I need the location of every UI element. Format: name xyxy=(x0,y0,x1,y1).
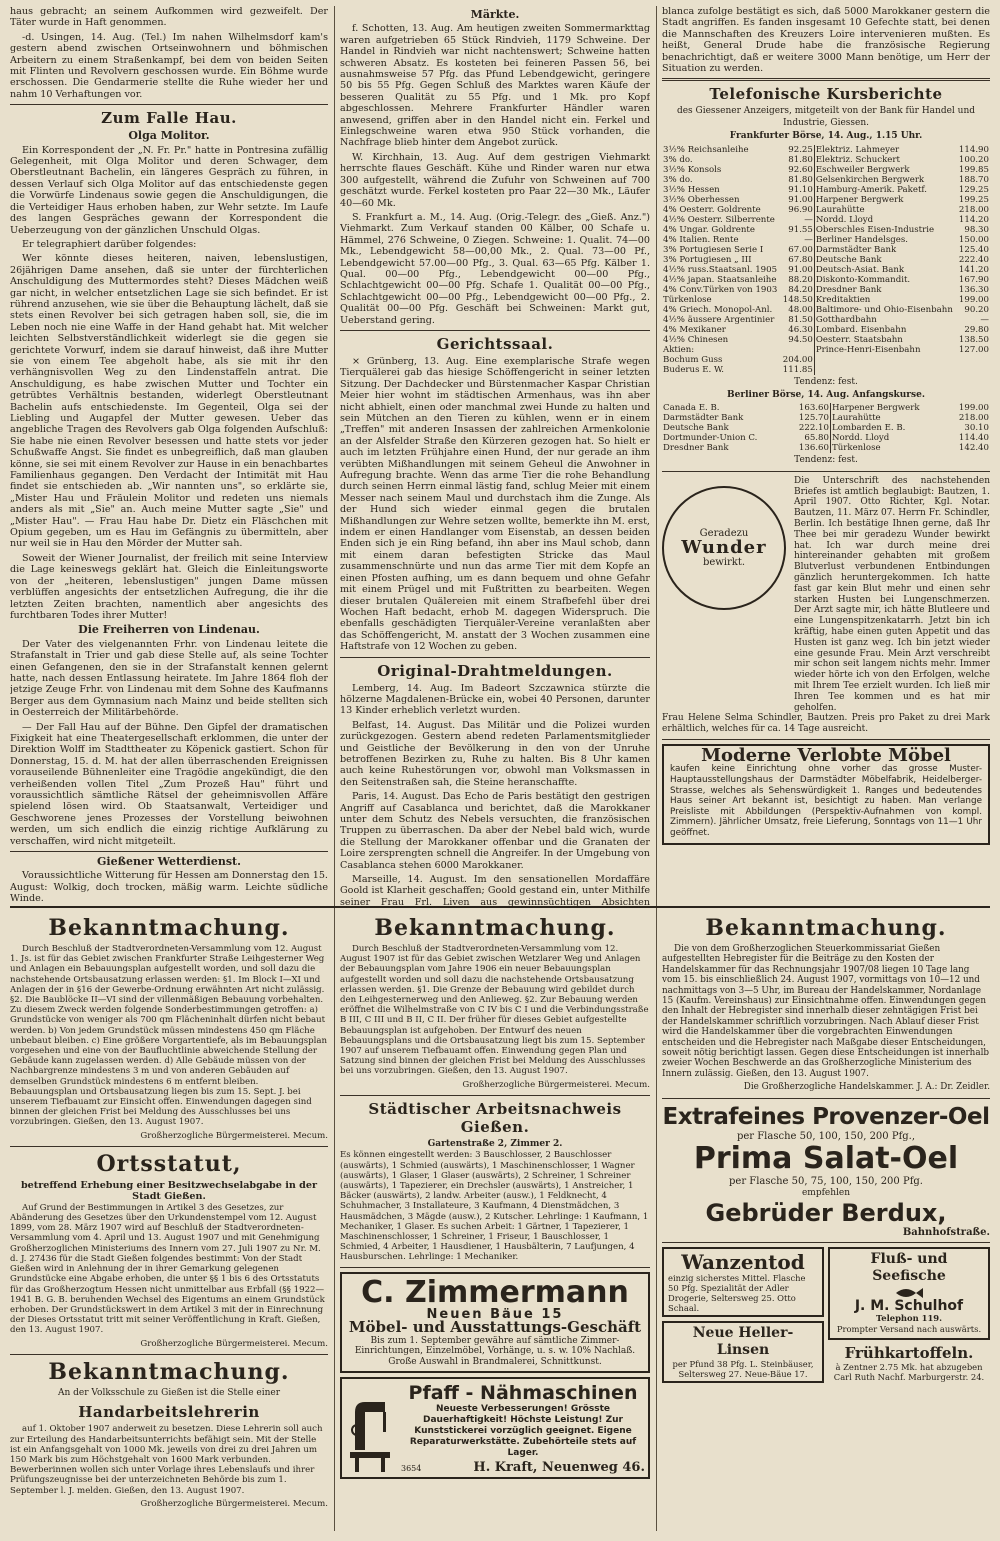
fisch-ad xyxy=(828,1247,990,1339)
testimonial-text: Die Unterschrift des nachstehenden Briefes ist amtlich beglaubigt: Bautzen, 1. April 1907. Otto Richter, Kgl. Notar. Bautzen, 11. März 07. Herrn Fr. Schindler, Berlin. Ich bestätige Ihnen gerne, daß Ihr Thee bei mir geradezu Wunder bewirkt hat. Ich war durch meine drei hintereinander gehabten mit großem Blutverlust verbundenen Entbindungen gänzlich heruntergekommen. Ich hatte fast gar kein Blut mehr und einen sehr starken Husten bei Lungenschmerzen. Der Arzt sagte mir, ich hätte Blutleere und eine Lungenspitzenkatarrh. Jetzt bin ich kräftig, habe einen guten Appetit und das Husten ist ganz weg. Ich bin jetzt wieder eine gesunde Frau. Mein Arzt verschreibt mir schon seit langem nichts mehr. Immer wieder hörte ich von den Erfolgen, welche mit Ihrem Tee erzielt wurden. Ich ließ mir Ihren Tee kommen und es hat mir geholfen. xyxy=(794,475,990,713)
kartoffel-text: à Zentner 2.75 Mk. hat abzugeben Carl Ruth Nachf. Marburgerstr. 24. xyxy=(833,1361,985,1382)
stock-name: 4½% Chinesen xyxy=(663,334,729,345)
belfast-article: Belfast, 14. August. Das Militär und die Polizei wurden zurückgezogen. Gestern abend redeten Parlamentsmitglieder und Geistliche der Bevölkerung in den von der Unruhe betroffenen Bezirken zu, Ruhe zu halten. Bis 8 Uhr kamen auch keine Ruhestörungen vor, obwohl man Volksmassen in den Seitenstraßen sah, die Steine heranschaffte. xyxy=(340,719,650,788)
wanzen-title: Wanzentod xyxy=(681,1250,805,1275)
stock-value: 142.40 xyxy=(958,443,989,454)
stock-value: 148.50 xyxy=(782,294,813,305)
divider-2 xyxy=(656,6,657,1531)
stock-value: 46.30 xyxy=(788,324,813,335)
stock-name: 4% Conv.Türken von 1903 xyxy=(663,284,778,295)
stock-name: Canada E. B. xyxy=(663,403,720,414)
stock-value xyxy=(957,365,990,375)
pfaff-num: 3654 xyxy=(401,1463,422,1473)
freiherren-heading: Die Freiherren von Lindenau. xyxy=(78,623,260,637)
stock-name: Buderus E. W. xyxy=(663,364,725,375)
stock-name: Hamburg-Amerik. Paketf. xyxy=(814,185,957,195)
stock-row xyxy=(662,403,990,413)
stock-value: — xyxy=(804,214,813,225)
wetter-title: Gießener Wetterdienst. xyxy=(97,855,241,869)
stock-row xyxy=(662,295,990,305)
fall-hau-p3: Wer könnte dieses heiteren, naiven, lebenslustigen, 26jährigen Dame ansehen, daß sie unter der fürchterlichen Anschuldigung des Muttermordes steht? Dieses Mädchen weiß gar nicht, in welcher entsetzlichen Lage sie sich befindet. Er ist rührend anzusehen, wie sie über die Behauptung lächelt, daß sie stets einen Revolver bei sich getragen haben soll, sie, die im Leben noch nie eine Waffe in der Hand gehabt hat. Mit welcher leichten Selbstverständlichkeit widerlegt sie die gegen sie gerichtete Vorwurf, indem sie darauf hinweist, daß ihre Mutter sie von einem Tee abgeholt habe, als sie mit ihr den verhängnisvollen Weg zu den Lindenstaffeln antrat. Die Anschuldigung, es habe zwischen Mutter und Tochter ein getrübtes Verhältnis bestanden, widerlegt Oberstleutnant Bachelin aufs entschiedenste. Im Gegenteil, Olga sei der Liebling und Augapfel der Mutter gewesen. Ueber das angebliche Tragen des Revolvers gab Olga folgenden Aufschluß: Sie habe nie einen Revolver besessen und hatte stets vor jeder Schußwaffe Angst. Sie findet es unbegreiflich, daß man glauben könne, sie sei mit einem Revolver zur Hause in ein benachbartes Familienhaus gegangen. Den Verdacht der Intimität mit Hau findet sie entschieden ab. „Wir nannten uns", so erklärte sie, „Mister Hau und Fräulein Molitor und redeten uns niemals anders als mit „Sie" an. Auch meine Mutter sagte „Sie" und „Mister Hau". — Frau Hau habe Dr. Dietz ein Fläschchen mit Opium gegeben, um es Hau im Gefängnis zu übermitteln, aber nur weil sie in Hau den Mörder der Mutter sah. xyxy=(10,253,328,550)
stock-value: 88.20 xyxy=(788,274,813,285)
stock-value: 84.20 xyxy=(788,284,813,295)
stock-name: Oberschles Eisen-Industrie xyxy=(814,225,957,235)
stock-value: 92.60 xyxy=(788,164,813,175)
wunder-ad xyxy=(662,476,990,714)
ortsstatut-sign: Großherzogliche Bürgermeisterei. Mecum. xyxy=(140,1338,328,1349)
stock-name: 4½% russ.Staatsanl. 1905 xyxy=(663,264,778,275)
stock-name: Kreditaktien xyxy=(814,295,957,305)
fall-hau-subtitle: Olga Molitor. xyxy=(128,129,210,143)
pfaff-text: Neueste Verbesserungen! Grösste Dauerhaftigkeit! Höchste Leistung! Zur Kunststickerei vorzüglich geeignet. Eigene Reparaturwerkstätte. Zubehörteile stets auf Lager. xyxy=(409,1403,637,1458)
marseille-article: Marseille, 14. August. Im den sensationellen Mordaffäre Goold ist Klarheit geschaffen; Goold gestand ein, unter Mithilfe seiner Frau Frl. Liven aus gewinnsüchtigen Absichten xyxy=(340,874,650,906)
stock-value: 199.25 xyxy=(958,194,989,205)
berdux-addr: Bahnhofstraße. xyxy=(902,1226,990,1238)
stock-name: 3% Portugiesen Serie I xyxy=(663,244,764,255)
stock-row xyxy=(662,245,990,255)
stock-name: 3½% Konsols xyxy=(663,164,722,175)
oel2-price: per Flasche 50, 75, 100, 150, 200 Pfg. xyxy=(729,1176,923,1188)
stock-value: 141.20 xyxy=(958,264,989,275)
stock-name: Lombarden E. B. xyxy=(830,423,948,433)
stock-value xyxy=(781,345,814,355)
bottom-middle-ads xyxy=(340,912,650,1531)
bek1-title: Bekanntmachung. xyxy=(48,915,290,941)
bek4-title: Bekanntmachung. xyxy=(705,915,947,941)
stock-row xyxy=(662,165,990,175)
lemberg-article: Lemberg, 14. Aug. Im Badeort Szczawnica stürzte die hölzerne Magdalenen-Brücke ein, wobei 40 Personen, darunter 13 Kinder erheblich verletzt wurden. xyxy=(340,682,650,717)
wetter-text: Voraussichtliche Witterung für Hessen am Donnerstag den 15. August: Wolkig, doch trocken, mäßig warm. Leichte südliche Winde. xyxy=(10,870,328,905)
casablanca-cont: blanca zufolge bestätigt es sich, daß 5000 Marokkaner gestern die Stadt angriffen. Es fanden insgesamt 10 Gefechte statt, bei denen die Mannschaften des Kreuzers Loire intervenieren mußten. Es heißt, General Drude habe die französische Regierung benachrichtigt, daß er weitere 3000 Mann benötige, um Herr der Situation zu werden. xyxy=(662,6,990,75)
bek4-sign: Die Großherzogliche Handelskammer. J. A.: Dr. Zeidler. xyxy=(743,1082,990,1093)
zimmermann-type: Möbel- und Ausstattungs-Geschäft xyxy=(348,1318,642,1337)
fall-hau-p4: Soweit der Wiener Journalist, der freilich mit seine Interview die Lage keineswegs geklärt hat. Gleich die Einleitungsworte von der „heiteren, lebenslustigen" jungen Dame müssen verblüffen angesichts der entsetzlichen Aufregung, die ihr die letzten Zeiten brachten, namentlich aber angesichts des furchtbaren Todes ihrer Mutter! xyxy=(10,552,328,621)
stock-name: Darmstädter Bank xyxy=(663,413,744,424)
stock-name: Harpener Bergwerk xyxy=(814,195,957,205)
stock-name: 4½% äussere Argentinier xyxy=(663,314,775,325)
bek4-text: Die von dem Großherzoglichen Steuerkommissariat Gießen aufgestellten Hebregister für die Beiträge zu den Kosten der Handelskammer für das Rechnungsjahr 1907/08 liegen 10 Tage lang vom 15. bis einschließlich 24. August 1907, vormittags von 10—12 und nachmittags von 3—5 Uhr, im Bureau der Handelskammer, Nordanlage 15 (Kaufm. Vereinshaus) zur Einsichtnahme offen. Einwendungen gegen den Inhalt der Hebregister sind innerhalb dieser zehntägigen Frist bei der Handelskammer schriftlich vorzubringen. Nach Ablauf dieser Frist wird die Handelskammer über die vorgebrachten Einwendungen entscheiden und die Hebregister nach Maßgabe dieser Entscheidungen, soweit nötig berichtigt lassen. Gegen diese Entscheidungen ist innerhalb zweier Wochen Beschwerde an das Großherzogliche Ministerium des Innern zulässig. Gießen, den 13. August 1907. xyxy=(662,944,990,1079)
stock-name: Laurahütte xyxy=(830,413,948,423)
column-3 xyxy=(662,6,990,906)
bek2-sign: Großherzogliche Bürgermeisterei. Mecum. xyxy=(140,1498,328,1509)
kurs-subtitle: des Giessener Anzeigers, mitgeteilt von der Bank für Handel und Industrie, Giessen. xyxy=(676,106,976,128)
buehne-article: — Der Fall Hau auf der Bühne. Den Gipfel der dramatischen Fixigkeit hat eine Theatergesellschaft erklommen, die unter der Direktion Wolff im Stadttheater zu Köpenick gastiert. Schon für Donnerstag, 15. d. M. hat der allen überraschenden Ereignissen vorauseilende Bühnenleiter eine Tragödie angekündigt, die den verheißenden vollen Titel „Zum Prozeß Hau" führt und voraussichtlich sämtliche Rätsel der geheimnisvollen Affäre spielend lösen wird. Ob Staatsanwalt, Verteidiger und Geschworene jenes Prozesses der Vorstellung beiwohnen werden, um sich endlich die einzig richtige Aufklärung zu verschaffen, wird nicht mitgeteilt. xyxy=(10,721,328,847)
stock-row xyxy=(662,235,990,245)
gericht-article: × Grünberg, 13. Aug. Eine exemplarische Strafe wegen Tierquälerei gab das hiesige Schöffengericht in seiner letzten Sitzung. Der Dachdecker und Bürstenmacher Kaspar Christian Meier hier wohnt im städtischen Armenhaus, was ihn aber nicht abhielt, einen oder manchmal zwei Hunde zu halten und sein Mütchen an den Tieren zu kühlen, wenn er in einem „Treffen" mit anderen Insassen der zahlreichen Armenkolonie an der Alsfelder Straße den Kürzeren gezogen hat. So hielt er auch im letzten Frühjahre einen Hund, der nur gerade an ihm verübten Mißhandlungen mit seinem Geheul die Anwohner in Aufregung brachte. Wenn das arme Tier die rohe Behandlung durch seinen Herrn einmal lästig fand, schlug Meier mit einem Messer nach seinem Maul und durchstach ihm die Zunge. Als der Hund sich wieder einmal gegen die brutalen Mißhandlungen zur Wehre setzen wollte, bemerkte ihn M. erst, indem er einen Handlanger vom Eisenstab, an dessen beiden Enden sich je ein Ring befand, ihn aber ins Maul schob, dann mit einem daran befestigten Stricke das Maul zusammenschnürte und nun das arme Tier mit dem Kopfe an einen Pfosten aufhing, um es dann bequem und ohne Gefahr mit einem Prügel und mit Fußtritten zu bearbeiten. Wegen dieser brutalen Quälereien mit einem Strafbefehl über drei Wochen Haft bedacht, erhob M. dagegen Widerspruch. Die ebenfalls geschädigten Tierquäler-Vereine veranlaßten aber das Schöffengericht, M. anstatt der 3 Wochen zusammen eine Haftstrafe von 12 Wochen zu geben. xyxy=(340,355,650,653)
stock-value: 100.20 xyxy=(958,154,989,165)
stock-row xyxy=(662,225,990,235)
bek3-sign: Großherzogliche Bürgermeisterei. Mecum. xyxy=(462,1079,650,1090)
stock-value: 129.25 xyxy=(958,184,989,195)
ortsstatut-title: Ortsstatut, xyxy=(96,1151,242,1178)
stock-name: 4% Ungar. Goldrente xyxy=(663,224,755,235)
stock-value: 204.00 xyxy=(782,354,813,365)
wunder-main: Wunder xyxy=(681,537,767,559)
stock-name: Aktien: xyxy=(663,344,695,355)
stock-value: 98.30 xyxy=(964,224,989,235)
stock-name: Nordd. Lloyd xyxy=(814,215,957,225)
stock-name: Gelsenkirchen Bergwerk xyxy=(814,175,957,185)
stock-name xyxy=(814,365,957,375)
stock-value: 92.25 xyxy=(788,144,813,155)
stock-name: Türkenlose xyxy=(830,443,948,453)
paris-article: Paris, 14. August. Das Echo de Paris bestätigt den gestrigen Angriff auf Casablanca und berichtet, daß die Marokkaner unter dem Schutz des Nebels versuchten, die französischen Truppen zu überraschen. Da aber der Nebel bald wich, wurde die Stellung der Marokkaner offenbar und die Granaten der Loire zersprengten schnell die Angreifer. In der Umgebung von Casablanca stehen 6000 Marokkaner. xyxy=(340,791,650,871)
stock-name: Bochum Guss xyxy=(663,354,723,365)
stock-value: 127.00 xyxy=(958,344,989,355)
stock-value: 136.30 xyxy=(958,284,989,295)
gericht-title: Gerichtssaal. xyxy=(436,334,554,353)
pfaff-ad xyxy=(340,1377,650,1479)
arbeit-text: Es können eingestellt werden: 3 Bauschlosser, 2 Bauschlosser (auswärts), 1 Schmied (auswärts), 1 Maschinenschlosser, 1 Wagner (auswärts), 1 Glaser, 1 Glaser (auswärts), 2 Schreiner, 1 Schreiner (auswärts), 1 Tapezierer, ein Drechsler (auswärts), 1 Anstreicher, 1 Bäcker (auswärts), 2 landw. Arbeiter (ausw.), 1 Feldknecht, 4 Schuhmacher, 3 Installateure, 3 Kaufmann, 4 Dienstmädchen, 3 Hausmädchen, 3 Mägde (ausw.), 2 Kutscher. Lehrlinge: 1 Kaufmann, 1 Mechaniker, 1 Glaser. Es suchen Arbeit: 1 Gärtner, 1 Tapezierer, 1 Maschinenschlosser, 1 Schreiner, 1 Friseur, 1 Bauschlosser, 1 Schmied, 4 Arbeiter, 1 Hausdiener, 1 Hausbälterin, 7 Laufjungen, 4 Hausburschen. Lehrlinge: 1 Mechaniker. xyxy=(340,1150,649,1263)
pfaff-title: Pfaff - Nähmaschinen xyxy=(408,1381,638,1404)
stock-value: 91.10 xyxy=(788,184,813,195)
stock-name: Deutsche Bank xyxy=(663,423,729,434)
stock-name: Deutsche Bank xyxy=(814,255,957,265)
schulhof-tel: Telephon 119. xyxy=(875,1312,943,1323)
freiherren-text: Der Vater des vielgenannten Frhr. von Lindenau leitete die Strafanstalt in Trier und gab diese Stelle auf, als seine Tochter einen Gefangenen, den sie in der Strafanstalt kennen gelernt hatte, nach dessen Entlassung heiratete. Im Jahre 1864 floh der jetzige Zeuge Frhr. von Lindenau mit dem Sohne des Kaufmanns Berger aus dem Gymnasium nach Mainz und beide stellten sich in Oesterreich der Militärbehörde. xyxy=(10,638,328,719)
berlin-heading: Berliner Börse, 14. Aug. Anfangskurse. xyxy=(727,390,925,401)
verlobte-title: Moderne Verlobte Möbel xyxy=(701,745,951,766)
ffm-heading: Frankfurter Börse, 14. Aug., 1.15 Uhr. xyxy=(729,131,923,142)
frankfurt-article: S. Frankfurt a. M., 14. Aug. (Orig.-Telegr. des „Gieß. Anz.") Viehmarkt. Zum Verkauf standen 00 Kälber, 00 Schafe u. Hämmel, 276 Schweine, 0 Ziegen. Schweine: 1. Qualit. 74—00 Mk., Lebendgewicht 58—00,00 Mk., 2. Qual. 73—00 Pf., Lebendgewicht 57.00—00 Pfg., 3. Qual. 63—65 Pfg. Kälber 1. Qual. 00—00 Pfg., Lebendgewicht 00—00 Pfg., Schlachtgewicht 00—00 Pfg. Schafe 1. Qualität 00—00 Pfg., Schlachtgewicht 00—00 Pfg., Lebendgewicht 00—00 Pfg., 2. Qualität 00—00 Pfg. Geschäft bei Schweinen: Markt gut, Ueberstand gering. xyxy=(340,211,650,326)
bek2-title: Bekanntmachung. xyxy=(48,1358,290,1385)
stock-row xyxy=(662,215,990,225)
stock-name: Elektriz. Schuckert xyxy=(814,155,957,165)
stock-name: Laurahütte xyxy=(814,205,957,215)
stock-value: 114.90 xyxy=(958,144,989,155)
stock-name: Deutsch-Asiat. Bank xyxy=(814,265,957,275)
stock-row xyxy=(662,305,990,315)
schotten-article: f. Schotten, 13. Aug. Am heutigen zweiten Sommermarkttag waren aufgetrieben 65 Stück Rindvieh, 1179 Schweine. Der Handel in Rindvieh war nicht nachtenswert; Schweine hatten schweren Absatz. Es kosteten bei feineren Passen 56, bei ausnahmsweise 57 Pfg. das Pfund Lebendgewicht, geringere 50 bis 55 Pfg. Gegen Schluß des Marktes waren Käufe der besseren Qualität zu 55 Pfg. und 1 Mk. pro Kopf abgeschlossen. Mehrere Frankfurter Händler waren anwesend, griffen aber in den Handel nicht ein. Ferkel und Einlegschweine waren etwa 950 Stück vorhanden, die Nachfrage blieb hinter dem Angebot zurück. xyxy=(340,23,650,149)
stock-row xyxy=(662,175,990,185)
verlobte-text: kaufen keine Einrichtung ohne vorher das grosse Muster-Hauptausstellungshaus der Darmstädter Möbelfabrik, Heidelberger-Strasse, welches als Sehenswürdigkeit 1. Ranges und bedeutendes Haus seiner Art bekannt ist, besichtigt zu haben. Man verlange Preisliste mit Abbildungen (Perspektiv-Aufnahmen von kompl. Zimmern). Jährlicher Umsatz, freie Lieferung, Sonntags von 11—1 Uhr geöffnet. xyxy=(670,764,982,838)
stock-value: 114.40 xyxy=(958,433,989,444)
stock-name: 4% Mexikaner xyxy=(663,324,726,335)
stock-value: 125.40 xyxy=(958,244,989,255)
stock-row xyxy=(662,315,990,325)
stock-row xyxy=(662,423,990,433)
stock-name: Diskonto-Kommandit. xyxy=(814,275,957,285)
ortsstatut-text: Auf Grund der Bestimmungen in Artikel 3 des Gesetzes, zur Abänderung des Gesetzes über den Urkundenstempel vom 12. August 1899, vom 28. März 1907 wird auf Beschluß der Stadtverordneten-Versammlung vom 4. April und 13. August 1907 und mit Genehmigung Großherzoglichen Ministeriums des Innern vom 27. Juli 1907 zu Nr. M. d. J. 27436 für die Stadt Gießen folgendes bestimmt: Von der Stadt Gießen wird in Anlehnung der in ihrer Gemarkung gelegenen Grundstücke eine Abgabe erhoben, die unter §§ 1 bis 6 des Ortsstatuts für das Großherzogtum Hessen nicht unmittelbar aus Erbfall (§§ 1922—1941 B. G. B. beruhenden Wechsel des Eigentums an einem Grundstück erhoben. Der Grundstückswert in dem Artikel 3 mit der in Einrechnung der Dieses Ortsstatut tritt mit seiner Veröffentlichung in Kraft. Gießen, den 13. August 1907. xyxy=(10,1202,325,1336)
stock-row xyxy=(662,275,990,285)
stock-row xyxy=(662,205,990,215)
fall-hau-p2: Er telegraphiert darüber folgendes: xyxy=(22,238,197,250)
stock-name: 4½% japan. Staatsanleihe xyxy=(663,274,777,285)
bek3-text: Durch Beschluß der Stadtverordneten-Versammlung vom 12. August 1907 ist für das Gebiet zwischen Wetzlarer Weg und Anlagen der Bebauungsplan vom Jahre 1906 ein neuer Bebauungsplan aufgestellt worden und soll dazu die nachstehende Ortsbausatzung erlassen werden. §1. Die Grenze der Bebauung wird gebildet durch den Leihgesternerweg und den Anlieweg. §2. Zur Bebauung werden eröffnet die Wilhelmstraße von C IV bis C I und die Verbindungsstraße B III, C III und B II, C II. Der früher für dieses Gebiet aufgestellte Bebauungsplan ist aufgehoben. Der Entwurf des neuen Bebauungsplans und die Ortsbausatzung liegt bis zum 15. September 1907 auf unserem Tiefbauamt offen. Einwendung gegen Plan und Satzung sind binnen der gleichen Frist bei Meldung des Ausschlusses bei uns vorzubringen. Gießen, den 13. August 1907. xyxy=(340,944,649,1077)
stock-value: 48.00 xyxy=(788,304,813,315)
ffm-stock-table xyxy=(662,145,990,375)
stock-value: 218.00 xyxy=(958,204,989,215)
wunder-circle xyxy=(662,486,786,610)
stock-row xyxy=(662,155,990,165)
stock-name: 3% do. xyxy=(663,174,693,185)
stock-name: Oesterr. Staatsbahn xyxy=(814,335,957,345)
stock-name: 3½% Hessen xyxy=(663,184,720,195)
stock-name: Darmstädter Bank xyxy=(814,245,957,255)
wunder-top: Geradezu xyxy=(699,527,749,539)
tendenz-1: Tendenz: fest. xyxy=(794,376,858,387)
stock-row xyxy=(662,345,990,355)
stock-value: 30.10 xyxy=(964,423,989,434)
stock-value: 94.50 xyxy=(788,334,813,345)
zimmermann-ad xyxy=(340,1272,650,1373)
kartoffel-title: Frühkartoffeln. xyxy=(844,1343,974,1362)
stock-name: Lombard. Eisenbahn xyxy=(814,325,957,335)
stock-name: Nordd. Lloyd xyxy=(830,433,948,443)
divider-1 xyxy=(334,6,335,1531)
stock-value: 150.00 xyxy=(958,234,989,245)
stock-name: 4% Oesterr. Goldrente xyxy=(663,204,761,215)
stock-value xyxy=(957,355,990,365)
stock-row xyxy=(662,195,990,205)
stock-value: 188.70 xyxy=(958,174,989,185)
oel2-title: Prima Salat-Oel xyxy=(693,1141,959,1177)
stock-value: 67.80 xyxy=(788,254,813,265)
usingen-article: -d. Usingen, 14. Aug. (Tel.) Im nahen Wilhelmsdorf kam's gestern abend zwischen Ortseinwohnern und böhmischen Arbeitern zu einem Straßenkampf, bei dem von beiden Seiten mit Flinten und Revolvern geschossen wurde. Ein Böhme wurde erschossen. Die Gendarmerie stellte die Ruhe wieder her und nahm 10 Verhaftungen vor. xyxy=(10,31,328,100)
drahtmeld-title: Original-Drahtmeldungen. xyxy=(377,661,613,680)
stock-value: 67.00 xyxy=(788,244,813,255)
oel-empf: empfehlen xyxy=(801,1187,851,1198)
stock-value: 91.00 xyxy=(788,194,813,205)
stock-name: 3% Portugiesen „ III xyxy=(663,254,752,265)
arbeitsnachweis-title: Städtischer Arbeitsnachweis Gießen. xyxy=(368,1100,622,1137)
bek2-text2: auf 1. Oktober 1907 anderweit zu besetzen. Diese Lehrerin soll auch zur Erteilung des Handarbeitsunterrichts befähigt sein. Mit der Stelle ist ein Anfangsgehalt von 1000 Mk. jeweils von drei zu drei Jahren um 150 Mark bis zum Höchstgehalt von 1600 Mark verbunden. Bewerberinnen wollen sich unter Vorlage ihres Lebenslaufs und ihrer Prüfungszeugnisse bei der unterzeichneten Behörde bis zum 1. September l. J. melden. Gießen, den 13. August 1907. xyxy=(10,1424,323,1496)
zimmermann-name: C. Zimmermann xyxy=(361,1274,629,1310)
bottom-divider xyxy=(10,906,990,908)
stock-name: Eschweiler Bergwerk xyxy=(814,165,957,175)
stock-name xyxy=(814,355,957,365)
stock-row xyxy=(662,185,990,195)
schulhof-name: J. M. Schulhof xyxy=(854,1298,964,1315)
stock-row xyxy=(662,325,990,335)
stock-name: Gotthardbahn xyxy=(814,315,957,325)
stock-value: 96.90 xyxy=(788,204,813,215)
stock-row xyxy=(662,355,990,365)
stock-value: 138.50 xyxy=(958,334,989,345)
heller-ad xyxy=(662,1321,824,1383)
stock-name: Dortmunder-Union C. xyxy=(663,433,758,444)
stock-value: 81.80 xyxy=(788,174,813,185)
zimmermann-text: Bis zum 1. September gewähre auf sämtliche Zimmer-Einrichtungen, Einzelmöbel, Vorhänge, u. s. w. 10% Nachlaß. Große Auswahl in Brandmalerei, Schnittkunst. xyxy=(354,1335,636,1368)
stock-row xyxy=(662,145,990,155)
stock-value: 91.00 xyxy=(788,264,813,275)
kurs-title: Telefonische Kursberichte xyxy=(709,85,943,104)
stock-value: 199.00 xyxy=(958,294,989,305)
stock-row xyxy=(662,433,990,443)
column-2 xyxy=(340,6,650,906)
heller-text: per Pfund 38 Pfg. L. Steinbäuser, Seltersweg 27. Neue-Bäue 17. xyxy=(672,1359,814,1380)
stock-name: 4% Griech. Monopol-Anl. xyxy=(663,304,773,315)
maerkte-title: Märkte. xyxy=(470,8,520,21)
arbeitsnachweis-addr: Gartenstraße 2, Zimmer 2. xyxy=(427,1139,563,1150)
schulhof-tag: Prompter Versand nach auswärts. xyxy=(836,1324,982,1335)
stock-value: 111.85 xyxy=(782,364,813,375)
bottom-right-ads xyxy=(662,912,990,1531)
stock-name: Berliner Handelsges. xyxy=(814,235,957,245)
intro-text: haus gebracht; an seinem Aufkommen wird gezweifelt. Der Täter wurde in Haft genommen. xyxy=(10,6,328,29)
wanzen-ad xyxy=(662,1247,824,1317)
stock-value: 81.50 xyxy=(788,314,813,325)
stock-name: Elektriz. Lahmeyer xyxy=(814,145,957,155)
stock-value: 222.10 xyxy=(798,423,829,434)
tendenz-2: Tendenz: fest. xyxy=(794,455,858,466)
stock-value: 167.90 xyxy=(958,274,989,285)
stock-value: 114.20 xyxy=(958,214,989,225)
stock-row xyxy=(662,335,990,345)
stock-value: 90.20 xyxy=(964,304,989,315)
stock-name: Dresdner Bank xyxy=(663,443,729,454)
stock-value: 222.40 xyxy=(958,254,989,265)
stock-value: — xyxy=(980,314,989,325)
oel1-title: Extrafeines Provenzer-Oel xyxy=(662,1103,990,1130)
stock-name: Harpener Bergwerk xyxy=(830,403,948,413)
stock-name: 3½% Oberhessen xyxy=(663,194,740,205)
stock-name: Dresdner Bank xyxy=(814,285,957,295)
column-1 xyxy=(10,6,328,906)
bek1-sign: Großherzogliche Bürgermeisterei. Mecum. xyxy=(140,1130,328,1141)
stock-name: 4½% Oesterr. Silberrente xyxy=(663,214,775,225)
stock-name: Prince-Henri-Eisenbahn xyxy=(814,345,957,355)
stock-row xyxy=(662,285,990,295)
bek3-title: Bekanntmachung. xyxy=(374,915,616,941)
fall-hau-p1: Ein Korrespondent der „N. Fr. Pr." hatte in Pontresina zufällig Gelegenheit, mit Olga Molitor und deren Schwager, dem Oberstleutnant Bachelin, ein längeres Gespräch zu führen, in dessen Verlauf sich Olga Molitor auf das entschiedenste gegen die Vorwürfe Lindenaus sowie gegen die Anschuldigungen, die die Verteidiger Haus erhoben haben, zur Wehr setzte. Im Laufe des langen Gespräches gewann der Korrespondent die Ueberzeugung von der gänzlichen Unschuld Olgas. xyxy=(10,144,328,236)
fall-hau-title: Zum Falle Hau. xyxy=(101,109,237,128)
stock-name: 3% do. xyxy=(663,154,693,165)
kirchhain-article: W. Kirchhain, 13. Aug. Auf dem gestrigen Viehmarkt herrschte flaues Geschäft. Kühe und Rinder waren nur etwa 300 aufgestellt, während die Zufuhr von Schweinen auf 700 geschätzt wurde. Ferkel kosteten pro Paar 22—30 Mk., Läufer 40—60 Mk. xyxy=(340,151,650,209)
berdux-name: Gebrüder Berdux, xyxy=(705,1198,947,1227)
bottom-left-ads xyxy=(10,912,328,1531)
zimmermann-addr: Neuen Bäue 15 xyxy=(426,1306,564,1322)
fisch-title: Fluß- und Seefische xyxy=(870,1251,948,1285)
stock-name: Baltimore- und Ohio-Eisenbahn xyxy=(814,305,957,315)
stock-value: 125.70 xyxy=(798,413,829,424)
stock-value: 218.00 xyxy=(958,413,989,424)
stock-value: 163.60 xyxy=(798,403,829,414)
stock-value: 81.80 xyxy=(788,154,813,165)
bek1-text: Durch Beschluß der Stadtverordneten-Versammlung vom 12. August 1. Js. ist für das Gebiet zwischen Frankfurter Straße Leihgesterner Weg und Anlagen ein Bebauungsplan aufgestellt worden, und soll dazu die nachstehende Ortsbausatzung erlassen werden: §1. Im Block I—XI und Anlagen der in §16 der Gewerbe-Ordnung erwähnten Art nicht zulässig. §2. Die Baublöcke II—VI sind der villenmäßigen Bebauung vorbehalten. Zu diesem Zweck werden folgende Sonderbestimmungen getroffen: a) Grundstücke von weniger als 700 qm Flächeninhalt dürfen nicht bebaut werden. b) Von jedem Grundstück müssen mindestens 450 qm Fläche unbebaut bleiben. c) Eine größere Vorgartentiefe, als im Bebauungsplan vorgesehen und eine von der Baufluchtlinie abweichende Stellung der Gebäude kann zugelassen werden. d) Alle Gebäude müssen von der Nachbargrenze mindestens 3 m und von anderen Gebäuden auf demselben Grundstück mindestens 6 m entfernt bleiben. Bebauungsplan und Ortsbausatzung liegen bis zum 15. Sept. J. bei unserem Tiefbauamt zur Einsicht offen. Einwendungen dagegen sind binnen der gleichen Frist bei Meldung des Ausschlusses bei uns vorzubringen. Gießen, den 13. August 1907. xyxy=(10,944,328,1128)
ortsstatut-sub: betreffend Erhebung einer Besitzwechselabgabe in der Stadt Gießen. xyxy=(20,1180,318,1203)
stock-row xyxy=(662,255,990,265)
verlobte-ad xyxy=(662,744,990,845)
pfaff-firm: H. Kraft, Neuenweg 46. xyxy=(473,1459,645,1475)
newspaper-page xyxy=(10,6,990,1536)
heller-title: Neue Heller-Linsen xyxy=(692,1325,794,1359)
berlin-stock-table xyxy=(662,403,990,453)
stock-value: — xyxy=(804,234,813,245)
sewing-machine-icon xyxy=(345,1382,395,1472)
stock-value: 29.80 xyxy=(964,324,989,335)
stock-name: 4% Italien. Rente xyxy=(663,234,739,245)
oel1-price: per Flasche 50, 100, 150, 200 Pfg., xyxy=(736,1130,916,1142)
wanzen-text: einzig sicherstes Mittel. Flasche 50 Pfg. Spezialität der Adler Drogerie, Seltersweg 25. Otto Schaal. xyxy=(668,1273,806,1314)
stock-row xyxy=(662,265,990,275)
stock-value: 91.55 xyxy=(788,224,813,235)
handarbeit-heading: Handarbeitslehrerin xyxy=(78,1403,260,1422)
wunder-bottom: bewirkt. xyxy=(702,556,746,568)
stock-value: 199.00 xyxy=(958,403,989,414)
stock-value: 136.60 xyxy=(798,443,829,454)
stock-row xyxy=(662,413,990,423)
stock-name: Türkenlose xyxy=(663,294,712,305)
stock-value: 65.80 xyxy=(804,433,829,444)
bek2-text: An der Volksschule zu Gießen ist die Stelle einer xyxy=(57,1387,281,1398)
stock-name: 3½% Reichsanleihe xyxy=(663,144,749,155)
stock-value: 199.85 xyxy=(958,164,989,175)
stock-row xyxy=(662,443,990,453)
schindler-sign: Frau Helene Selma Schindler, Bautzen. Preis pro Paket zu drei Mark erhältlich, welches für ca. 14 Tage ausreicht. xyxy=(662,713,990,735)
stock-row xyxy=(662,365,990,375)
